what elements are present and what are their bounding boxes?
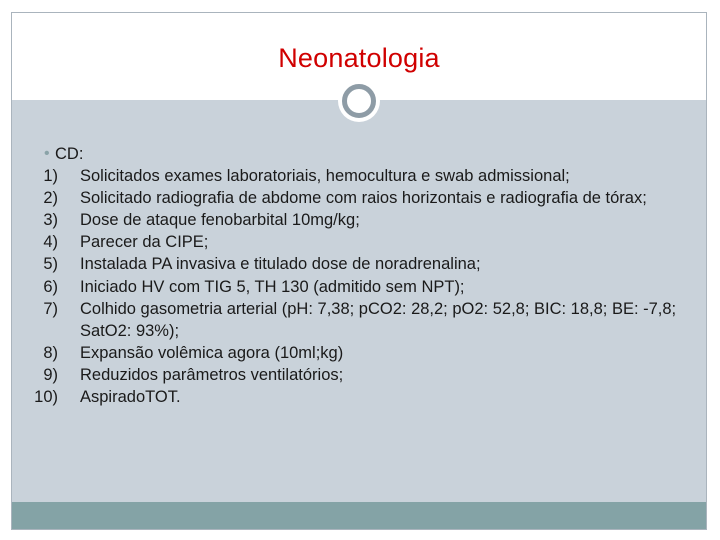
list-item [20,298,690,342]
item-number: 3) [43,211,58,230]
item-text: Iniciado HV com TIG 5, TH 130 (admitido sem NPT); [80,277,465,296]
item-number: 5) [43,255,58,274]
bullet-row [20,143,690,165]
slide-title: Neonatologia [278,43,440,73]
item-text: Reduzidos parâmetros ventilatórios; [80,365,344,384]
list-item [20,165,690,187]
bullet-dot-icon: • [44,145,50,162]
item-text: Solicitados exames laboratoriais, hemocultura e swab admissional; [80,167,570,186]
bullet-text: CD: [55,145,84,163]
item-number: 9) [43,365,58,384]
content-text [20,143,690,408]
circle-ornament-icon [338,80,380,122]
item-number: 7) [43,299,58,318]
list-item [20,209,690,231]
item-text: Solicitado radiografia de abdome com raios horizontais e radiografia de tórax; [80,189,647,208]
list-item [20,342,690,364]
item-number: 4) [43,233,58,252]
list-item [20,276,690,298]
item-text: Colhido gasometria arterial (pH: 7,38; pCO2: 28,2; pO2: 52,8; BIC: 18,8; BE: -7,8; SatO2: 93%); [80,299,677,340]
list-item [20,187,690,209]
item-number: 2) [43,189,58,208]
list-item [20,231,690,253]
item-text: Expansão volêmica agora (10ml;kg) [80,343,344,362]
item-number: 6) [43,277,58,296]
item-text: Dose de ataque fenobarbital 10mg/kg; [80,211,360,230]
item-text: AspiradoTOT. [80,388,181,407]
item-number: 8) [43,343,58,362]
item-text: Instalada PA invasiva e titulado dose de noradrenalina; [80,255,481,274]
item-number: 1) [43,167,58,186]
list-item [20,364,690,386]
list-item [20,253,690,275]
item-text: Parecer da CIPE; [80,233,209,252]
bottom-bar [12,502,706,529]
item-number: 10) [34,388,58,407]
ring-icon [342,84,376,118]
list-item [20,386,690,408]
